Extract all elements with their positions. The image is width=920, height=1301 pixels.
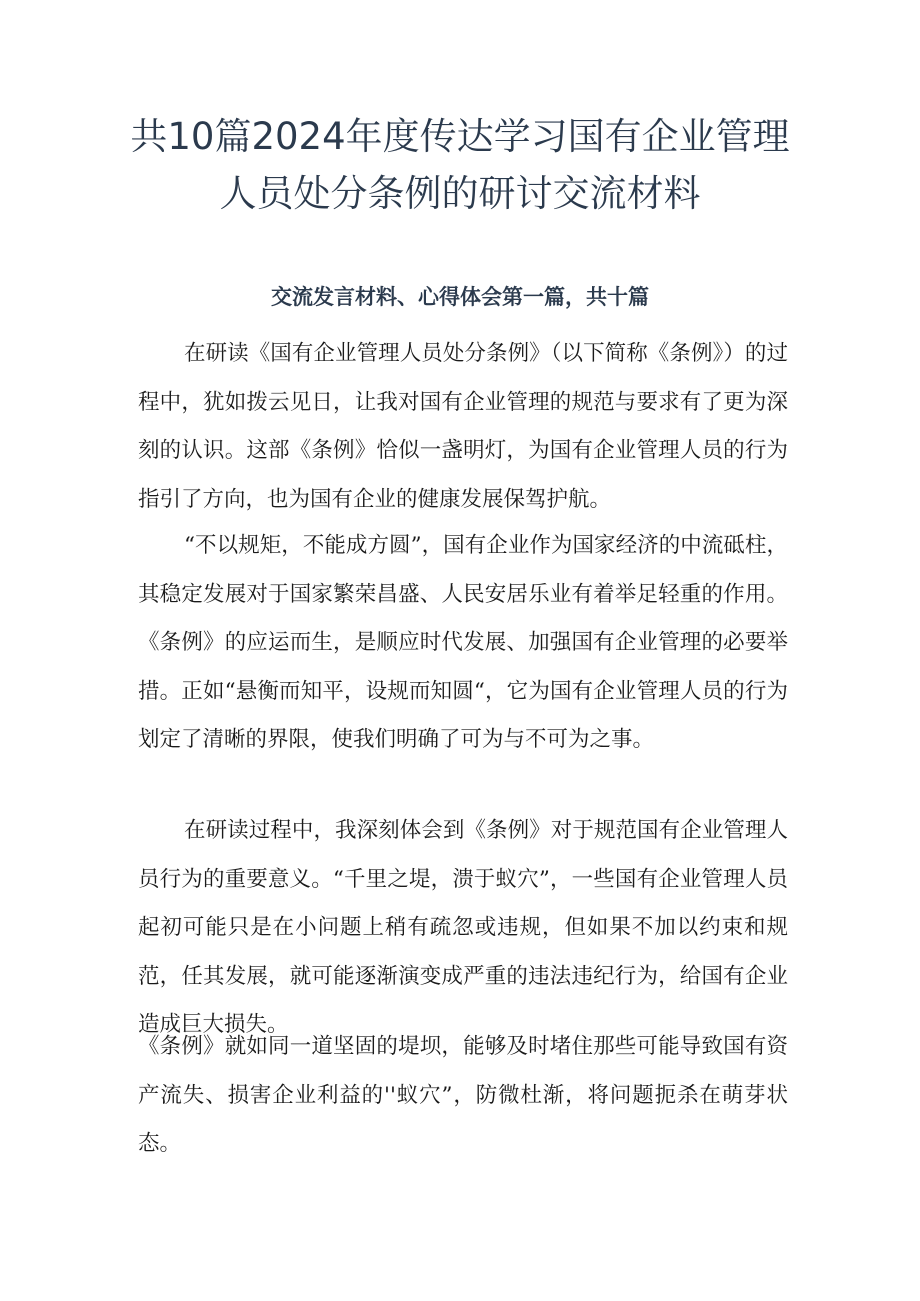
body-paragraph-2: “不以规矩，不能成方圆”，国有企业作为国家经济的中流砥柱，其稳定发展对于国家繁荣昌盛、人民安居乐业有着举足轻重的作用。《条例》的应运而生，是顺应时代发展、加强国有企业管理的必要举措。正如“悬衡而知平，设规而知圆“，它为国有企业管理人员的行为划定了清晰的界限，使我们明确了可为与不可为之事。 [138,533,788,752]
body-paragraph-1: 在研读《国有企业管理人员处分条例》（以下简称《条例》）的过程中，犹如拨云见日，让我对国有企业管理的规范与要求有了更为深刻的认识。这部《条例》恰似一盏明灯，为国有企业管理人员的行为指引了方向，也为国有企业的健康发展保驾护航。 [138,341,788,512]
document-title-line-2: 人员处分条例的研讨交流材料 [219,172,701,215]
body-paragraph-4: 《条例》就如同一道坚固的堤坝，能够及时堵住那些可能导致国有资产流失、损害企业利益的''蚁穴”，防微杜渐，将问题扼杀在萌芽状态。 [138,1034,788,1156]
document-title-line-1: 共10篇2024年度传达学习国有企业管理 [130,115,790,158]
body-paragraph-3: 在研读过程中，我深刻体会到《条例》对于规范国有企业管理人员行为的重要意义。“千里之堤，溃于蚁穴”，一些国有企业管理人员起初可能只是在小问题上稍有疏忽或违规，但如果不加以约束和规范，任其发展，就可能逐渐演变成严重的违法违纪行为，给国有企业造成巨大损失。 [138,818,788,1037]
section-subtitle: 交流发言材料、心得体会第一篇，共十篇 [271,284,649,309]
